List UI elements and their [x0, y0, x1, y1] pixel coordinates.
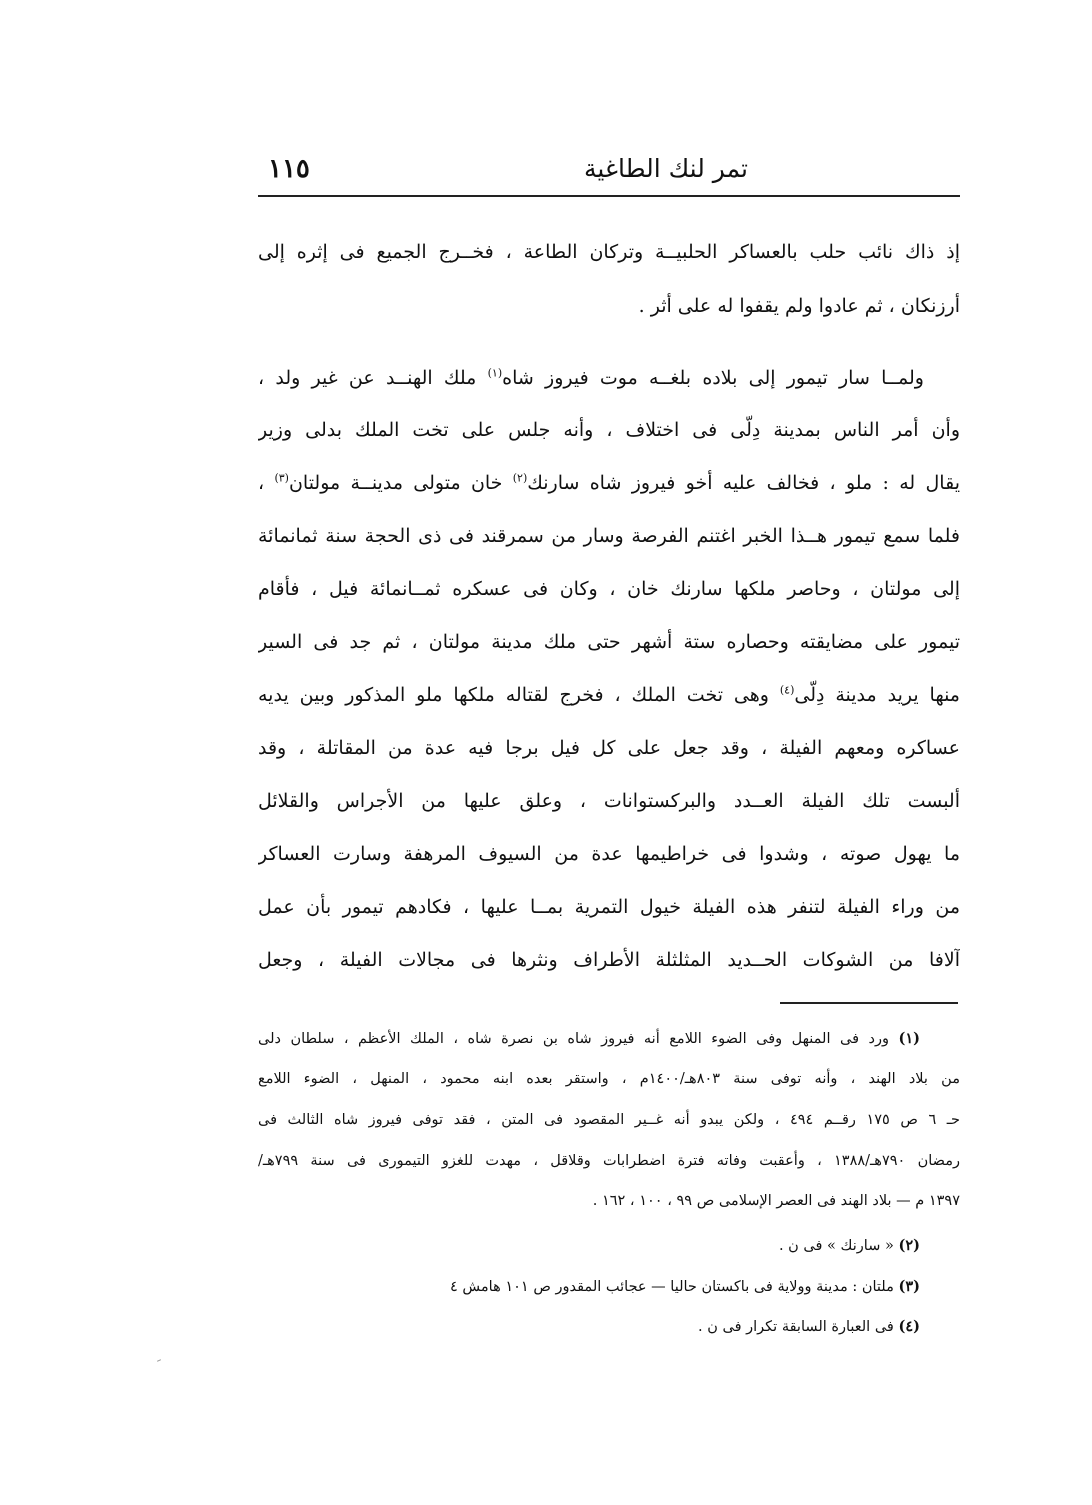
scan-speck: [157, 1359, 161, 1362]
footnote-text: ورد فى المنهل وفى الضوء اللامع أنه فيروز شاه بن نصرة شاه ، الملك الأعظم ، سلطان دلى: [258, 1031, 889, 1047]
text-fragment: ،: [258, 472, 275, 494]
text-line: [258, 675, 960, 715]
footnote-number: (٢): [898, 1237, 920, 1254]
text-line: تيمور على مضايقته وحصاره ستة أشهر حتى ملك مدينة مولتان ، ثم جد فى السير: [258, 631, 960, 653]
footnote-ref-1: (١): [487, 366, 503, 380]
footnote-3-line: [258, 1272, 960, 1302]
footnote-number: (١): [898, 1030, 920, 1047]
footnote-ref-3: (٣): [274, 471, 289, 485]
text-line: من وراء الفيلة لتنفر هذه الفيلة خيول التمرية بمــا عليها ، فكادهم تيمور بأن عمل: [258, 896, 960, 918]
footnote-text: فى العبارة السابقة تكرار فى ن .: [698, 1319, 894, 1335]
text-line: [258, 463, 960, 503]
page-number: ١١٥: [268, 154, 310, 184]
footnote-1-line: ١٣٩٧ م — بلاد الهند فى العصر الإسلامى ص ٩٩ ، ١٠٠ ، ١٦٢ .: [592, 1193, 960, 1209]
text-fragment: ملك الهنــد عن غير ولد ،: [258, 367, 477, 389]
text-fragment: خان متولى مدينــة مولتان: [288, 472, 503, 494]
running-title: تمر لنك الطاغية: [583, 154, 748, 183]
footnote-separator: [780, 1002, 958, 1004]
footnote-number: (٣): [898, 1278, 920, 1295]
text-fragment: ولمــا سار تيمور إلى بلاده بلغــه موت فيروز شاه: [502, 367, 924, 389]
footnote-ref-4: (٤): [779, 683, 795, 697]
text-line: وأن أمر الناس بمدينة دِلّى فى اختلاف ، وأنه جلس على تخت الملك بدلى وزير: [258, 419, 960, 441]
text-fragment: يقال له : ملو ، فخالف عليه أخو فيروز شاه سارنك: [527, 472, 960, 494]
footnote-text: ملتان : مدينة وولاية فى باكستان حاليا — عجائب المقدور ص ١٠١ هامش ٤: [450, 1279, 894, 1295]
footnote-number: (٤): [898, 1318, 920, 1335]
header-rule: [258, 195, 960, 197]
footnote-2-line: [258, 1231, 960, 1261]
text-line: إذ ذاك نائب حلب بالعساكر الحلبيــة وتركان الطاعة ، فخــرج الجميع فى إثره إلى: [258, 241, 960, 263]
text-fragment: وهى تخت الملك ، فخرج لقتاله ملكها ملو المذكور وبين يديه: [258, 684, 769, 706]
text-fragment: منها يريد مدينة دِلّى: [794, 684, 960, 706]
text-line: أرزنكان ، ثم عادوا ولم يقفوا له على أثر .: [638, 295, 960, 317]
footnote-1-line: [258, 1024, 960, 1054]
text-line: ما يهول صوته ، وشدوا فى خراطيمها عدة من السيوف المرهفة وسارت العساكر: [258, 843, 960, 865]
footnote-1-line: حـ ٦ ص ١٧٥ رقــم ٤٩٤ ، ولكن يبدو أنه غــير المقصود فى المتن ، فقد توفى فيروز شاه الثالث فى: [258, 1112, 960, 1128]
text-line: عساكره ومعهم الفيلة ، وقد جعل على كل فيل برجا فيه عدة من المقاتلة ، وقد: [258, 737, 960, 759]
text-line: [258, 358, 960, 398]
text-line: فلما سمع تيمور هــذا الخبر اغتنم الفرصة وسار من سمرقند فى ذى الحجة سنة ثمانمائة: [258, 525, 960, 547]
text-line: إلى مولتان ، وحاصر ملكها سارنك خان ، وكان فى عسكره ثمــانمائة فيل ، فأقام: [258, 578, 960, 600]
footnote-4-line: [258, 1312, 960, 1342]
footnote-1-line: من بلاد الهند ، وأنه توفى سنة ٨٠٣هـ/١٤٠٠م ، واستقر بعده ابنه محمود ، المنهل ، الضوء اللامع: [258, 1071, 960, 1087]
text-line: آلافا من الشوكات الحــديد المثلثلة الأطراف ونثرها فى مجالات الفيلة ، وجعل: [258, 949, 960, 971]
page-header: [258, 148, 960, 192]
text-line: ألبست تلك الفيلة العــدد والبركستوانات ، وعلق عليها من الأجراس والقلائل: [258, 790, 960, 812]
footnote-text: « سارنك » فى ن .: [778, 1238, 894, 1254]
footnote-1-line: رمضان ٧٩٠هـ/١٣٨٨ ، وأعقبت وفاته فترة اضطرابات وقلاقل ، مهدت للغزو التيمورى فى سنة ٧٩٩هـ/: [258, 1153, 960, 1169]
footnote-ref-2: (٢): [512, 471, 528, 485]
